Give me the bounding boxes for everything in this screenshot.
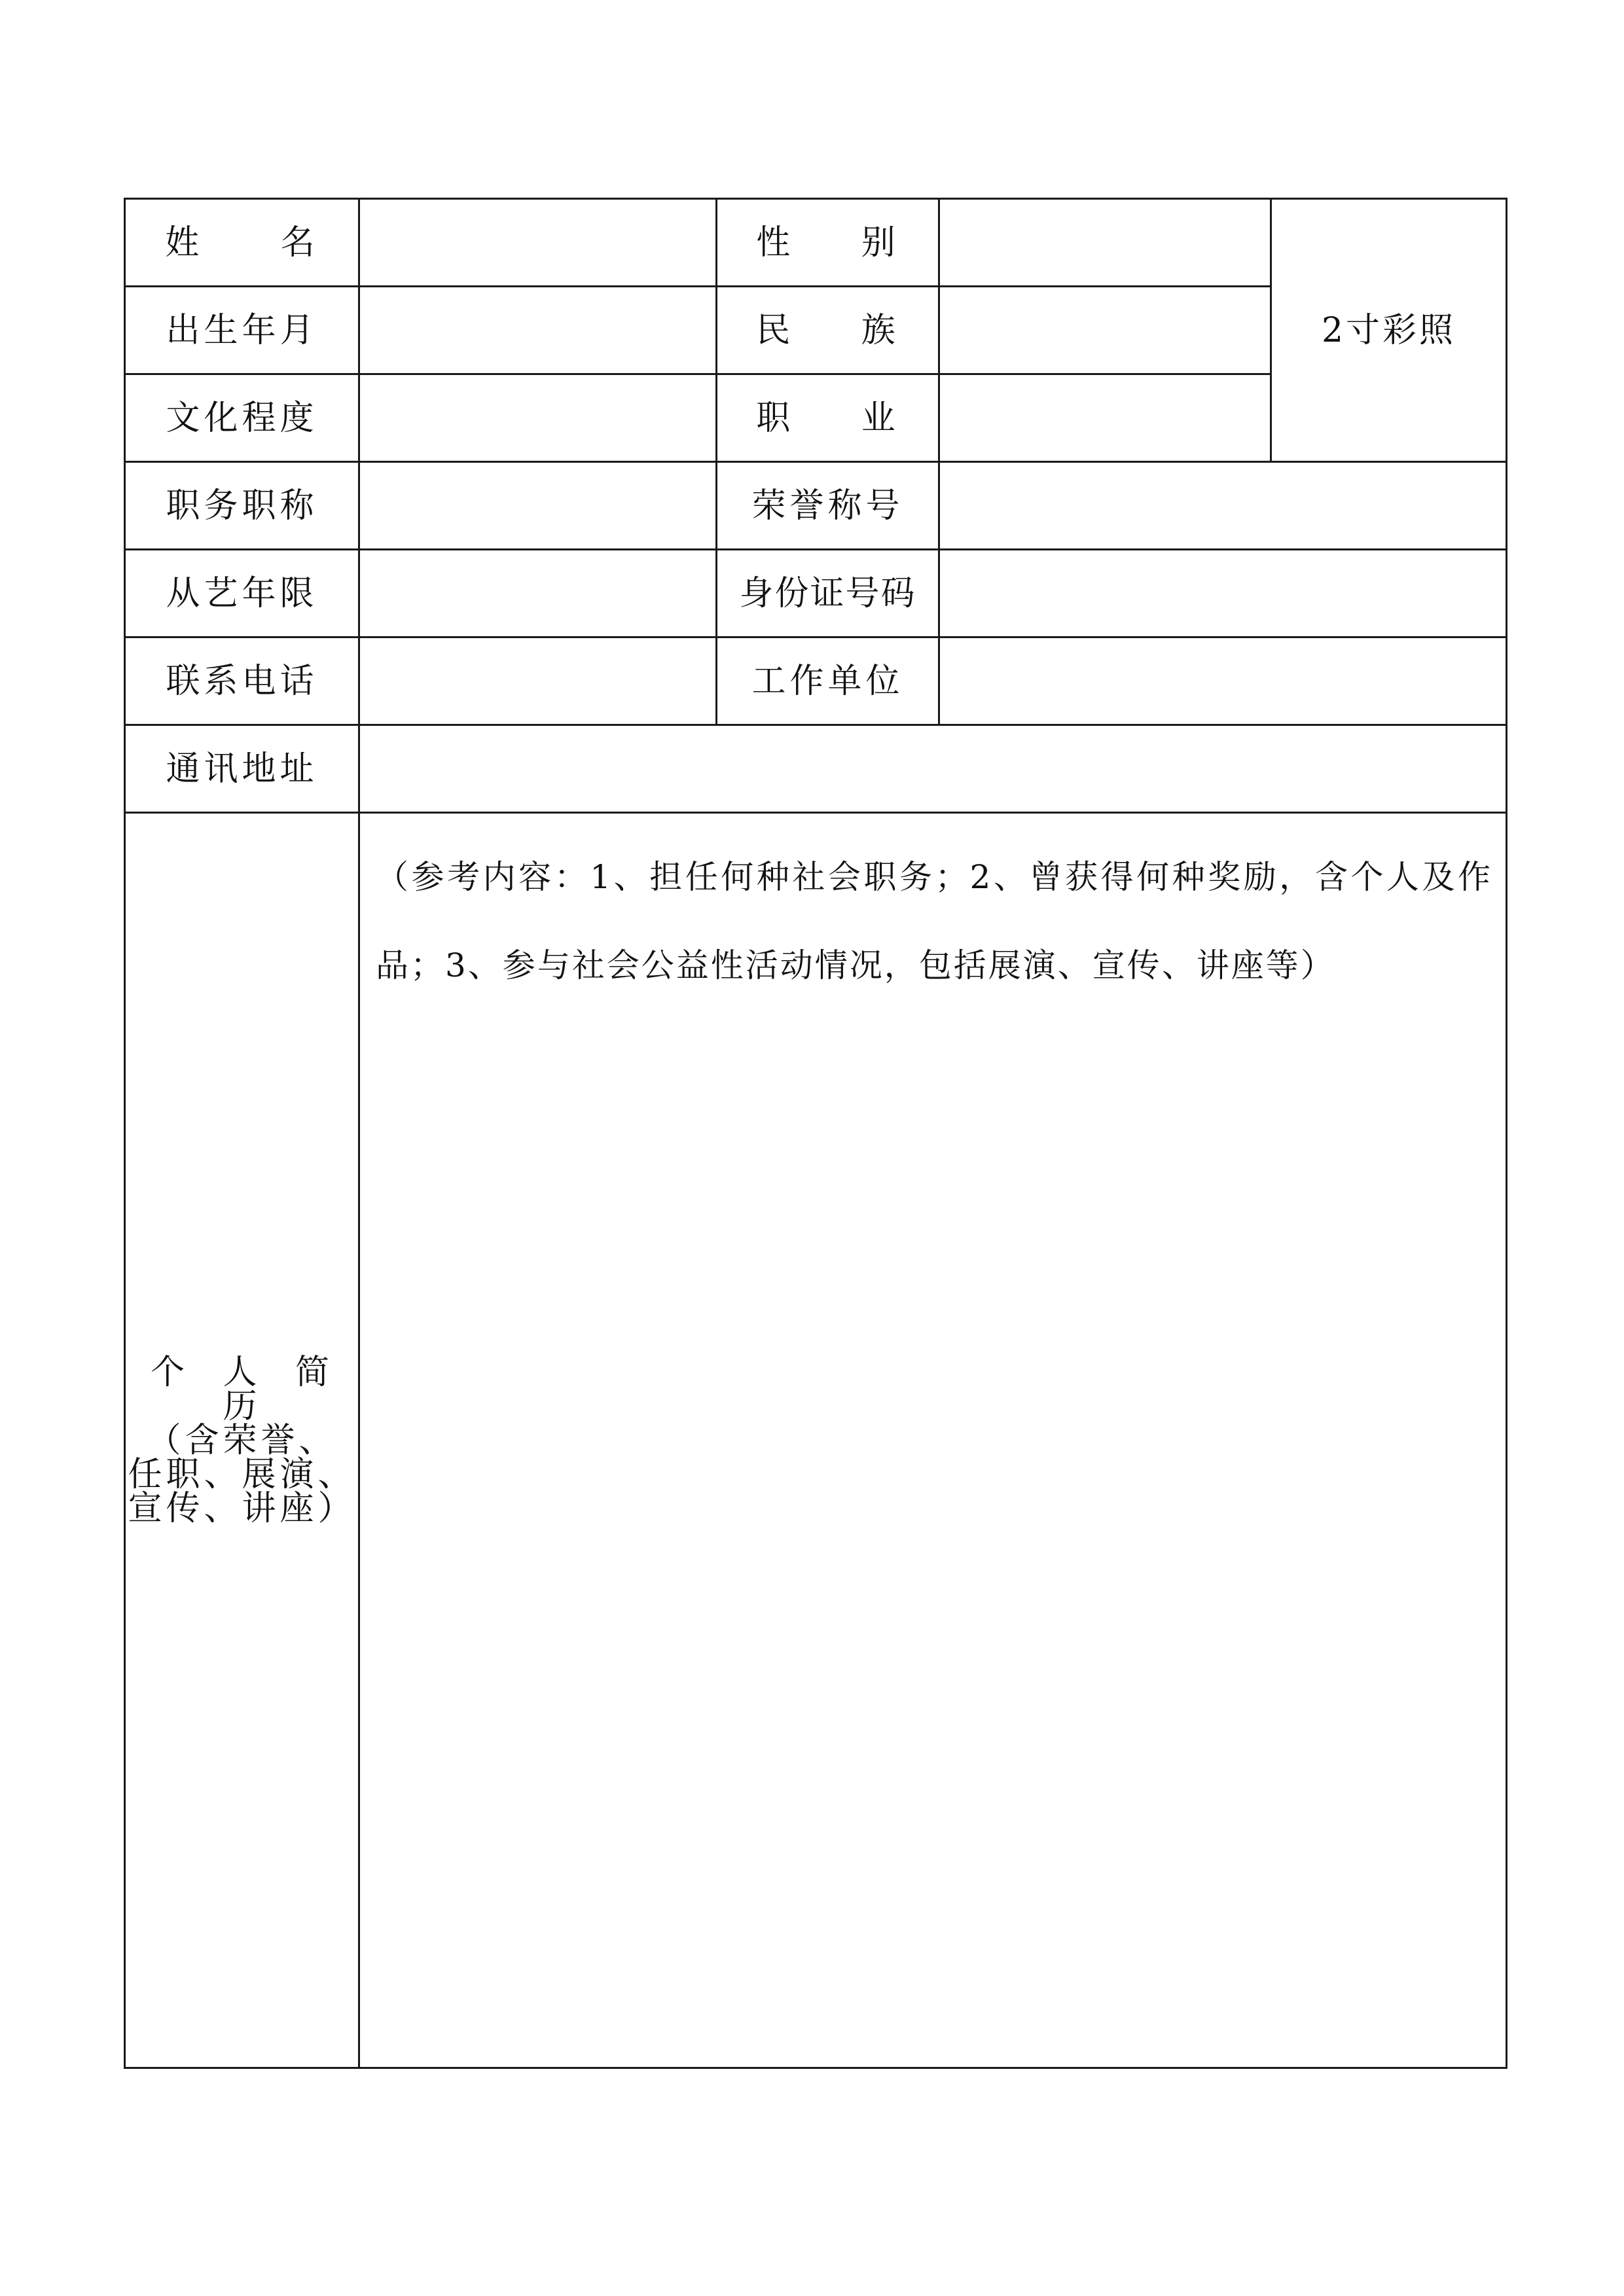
bio-label-line-2: （含荣誉、 (147, 1420, 337, 1460)
label-occupation-text: 职 业 (756, 398, 899, 438)
label-phone (125, 637, 359, 725)
label-address-text: 通讯地址 (166, 749, 318, 789)
gender-field[interactable] (939, 199, 1271, 287)
registration-form (124, 198, 1507, 2069)
label-gender (717, 199, 939, 287)
label-honor (717, 462, 939, 550)
employer-field[interactable] (939, 637, 1507, 725)
row-phone-employer (125, 637, 1507, 725)
label-birth-text: 出生年月 (166, 310, 318, 350)
honor-field[interactable] (939, 462, 1507, 550)
photo-label: 2寸彩照 (1321, 310, 1456, 350)
label-birth (125, 287, 359, 374)
label-name (125, 199, 359, 287)
label-title-text: 职务职称 (166, 486, 318, 526)
label-address (125, 725, 359, 813)
label-years (125, 550, 359, 637)
label-employer (717, 637, 939, 725)
label-honor-text: 荣誉称号 (751, 486, 904, 526)
birth-field[interactable] (359, 287, 717, 374)
photo-box[interactable] (1271, 199, 1507, 462)
bio-label-line-4: 宣传、讲座） (128, 1488, 356, 1528)
label-name-text: 姓 名 (165, 223, 319, 262)
address-field[interactable] (359, 725, 1507, 813)
row-address (125, 725, 1507, 813)
bio-field[interactable] (359, 813, 1507, 2068)
education-field[interactable] (359, 374, 717, 462)
bio-label-line-3: 任职、展演、 (128, 1454, 356, 1494)
phone-field[interactable] (359, 637, 717, 725)
label-education-text: 文化程度 (166, 398, 318, 438)
label-occupation (717, 374, 939, 462)
name-field[interactable] (359, 199, 717, 287)
label-id-number (717, 550, 939, 637)
id-number-field[interactable] (939, 550, 1507, 637)
label-bio (125, 813, 359, 2068)
label-phone-text: 联系电话 (166, 661, 318, 701)
row-title-honor (125, 462, 1507, 550)
occupation-field[interactable] (939, 374, 1271, 462)
label-education (125, 374, 359, 462)
label-years-text: 从艺年限 (166, 573, 318, 613)
bio-hint-text: （参考内容：1、担任何种社会职务；2、曾获得何种奖励，含个人及作品；3、参与社会公益性活动情况，包括展演、宣传、讲座等） (376, 858, 1492, 984)
bio-label-line-1: 个 人 简 历 (150, 1352, 334, 1426)
years-field[interactable] (359, 550, 717, 637)
ethnicity-field[interactable] (939, 287, 1271, 374)
label-title (125, 462, 359, 550)
label-ethnicity-text: 民 族 (756, 310, 899, 350)
label-id-number-text: 身份证号码 (739, 573, 916, 613)
label-ethnicity (717, 287, 939, 374)
label-employer-text: 工作单位 (751, 661, 904, 701)
label-gender-text: 性 别 (756, 223, 899, 262)
row-name-gender (125, 199, 1507, 287)
row-bio (125, 813, 1507, 2068)
title-field[interactable] (359, 462, 717, 550)
row-years-id (125, 550, 1507, 637)
